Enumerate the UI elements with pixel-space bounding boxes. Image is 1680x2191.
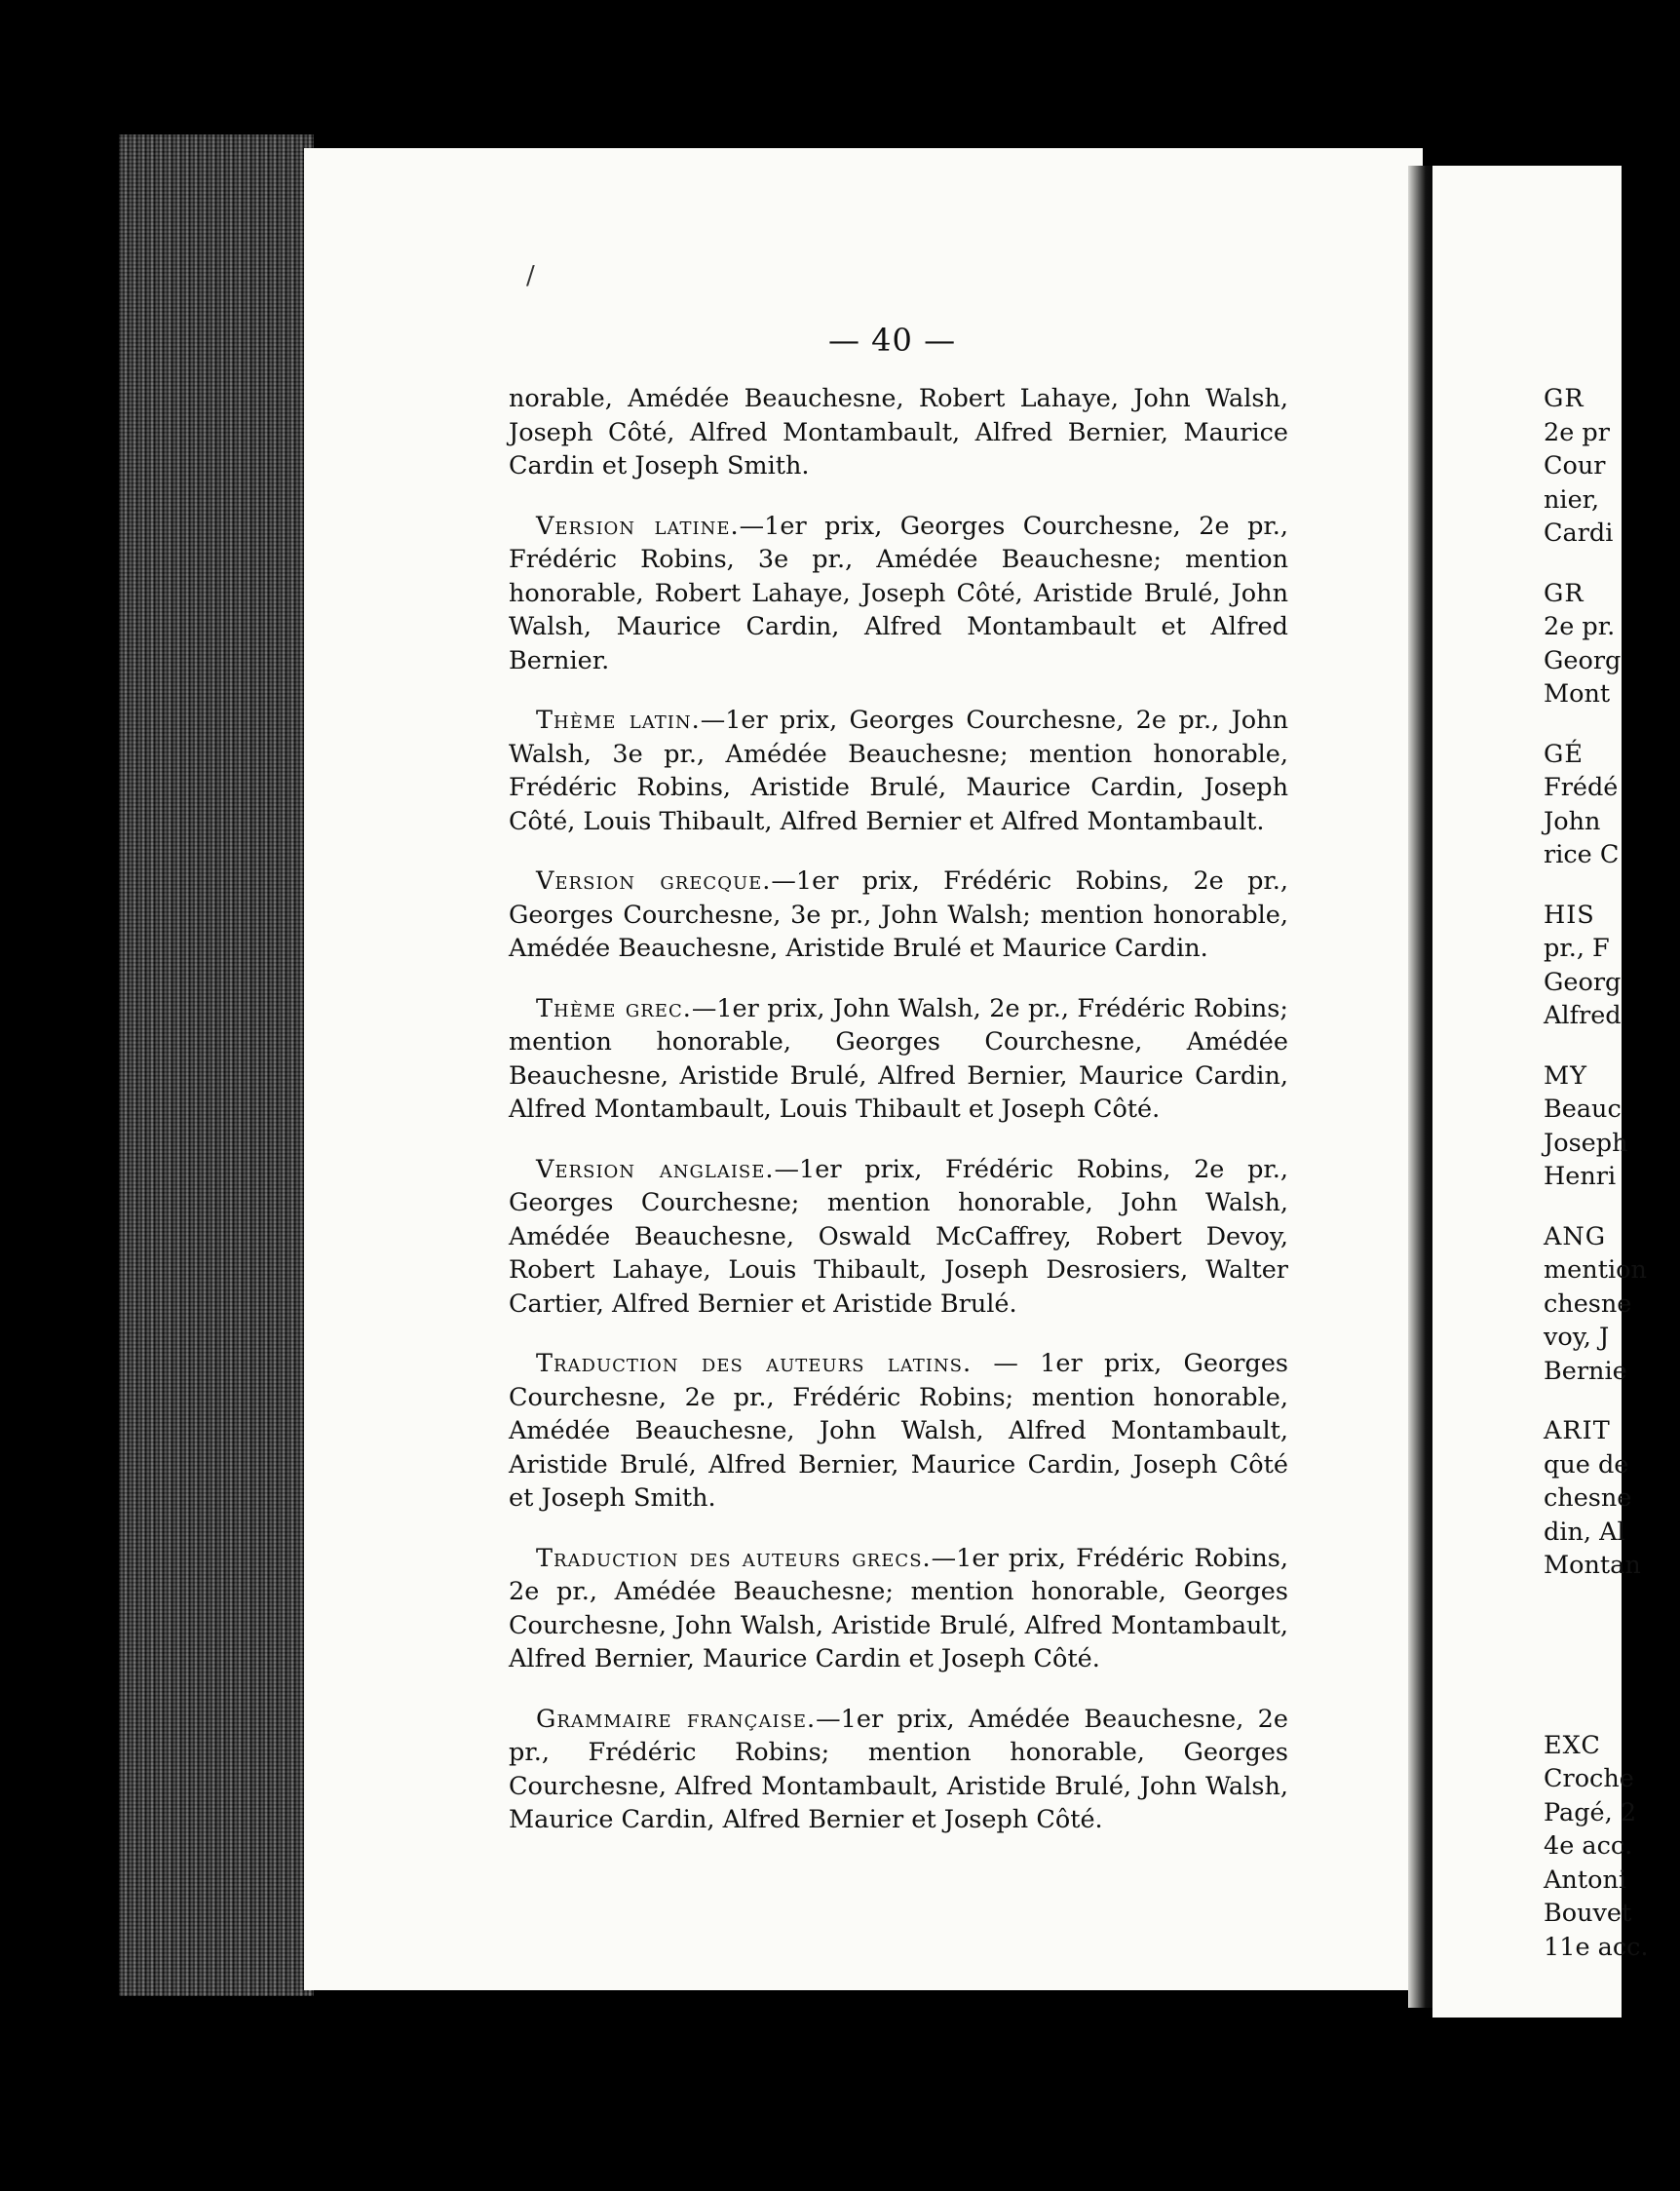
paragraph-version-latine: Version latine.—1er prix, Georges Courchesne, 2e pr., Frédéric Robins, 3e pr., Amédée Beauchesne; mention honorable, Robert Lahaye, Joseph Côté, Aristide Brulé, John Walsh, Maurice Cardin, Alfred Montambault et Alfred Bernier. [509, 511, 1288, 675]
right-page-line: MY [1544, 1060, 1587, 1091]
right-page-line: GR [1544, 384, 1585, 413]
paragraph-theme-grec: Thème grec.—1er prix, John Walsh, 2e pr., Frédéric Robins; mention honorable, Georges Courchesne, Amédée Beauchesne, Aristide Brulé, Alfred Bernier, Maurice Cardin, Alfred Montambault, Louis Thibault et Joseph Côté. [509, 993, 1288, 1124]
right-page-line: 11e acc. [1544, 1932, 1649, 1962]
right-page-line: Henri [1544, 1162, 1617, 1191]
section-label: Version anglaise. [536, 1154, 775, 1184]
paragraph-traduction-grecs: Traduction des auteurs grecs.—1er prix, Frédéric Robins, 2e pr., Amédée Beauchesne; mention honorable, Georges Courchesne, John Walsh, Aristide Brulé, Alfred Montambault, Alfred Bernier, Maurice Cardin et Joseph Côté. [509, 1543, 1288, 1673]
right-page-line: Mont [1544, 679, 1611, 709]
paragraph-grammaire-francaise: Grammaire française.—1er prix, Amédée Beauchesne, 2e pr., Frédéric Robins; mention honorable, Georges Courchesne, Alfred Montambault, Aristide Brulé, John Walsh, Maurice Cardin, Alfred Bernier et Joseph Côté. [509, 1704, 1288, 1834]
right-page-line: din, Al [1544, 1517, 1625, 1547]
stray-mark: / [526, 261, 535, 290]
right-page-text-fragments [1544, 382, 1680, 1964]
right-page-line: GÉ [1544, 739, 1584, 769]
right-page-line: voy, J [1544, 1323, 1610, 1352]
paragraph-version-anglaise: Version anglaise.—1er prix, Frédéric Robins, 2e pr., Georges Courchesne; mention honorable, John Walsh, Amédée Beauchesne, Oswald McCaffrey, Robert Devoy, Robert Lahaye, Louis Thibault, Joseph Desrosiers, Walter Cartier, Alfred Bernier et Aristide Brulé. [509, 1154, 1288, 1319]
right-page-line: Bernie [1544, 1356, 1627, 1386]
section-gap [1544, 551, 1680, 577]
right-page-line: mention [1544, 1255, 1647, 1285]
section-label: Version grecque. [536, 866, 772, 896]
section-label: Thème latin. [536, 706, 701, 735]
paragraph-traduction-latins: Traduction des auteurs latins. — 1er prix, Georges Courchesne, 2e pr., Frédéric Robins; mention honorable, Amédée Beauchesne, John Walsh, Alfred Montambault, Aristide Brulé, Alfred Bernier, Maurice Cardin, Joseph Côté et Joseph Smith. [509, 1349, 1288, 1513]
section-label: Version latine. [536, 511, 740, 541]
right-page-line: GR [1544, 578, 1585, 608]
section-gap [1544, 711, 1680, 738]
paragraph-version-grecque: Version grecque.—1er prix, Frédéric Robins, 2e pr., Georges Courchesne, 3e pr., John Walsh; mention honorable, Amédée Beauchesne, Aristide Brulé et Maurice Cardin. [509, 866, 1288, 963]
right-page-line: Bouvet [1544, 1899, 1632, 1928]
section-gap [1544, 1388, 1680, 1414]
book-page-edges [119, 135, 314, 1996]
right-page-line: chesne [1544, 1483, 1632, 1513]
right-page-line: Frédé [1544, 773, 1619, 802]
section-label: Traduction des auteurs grecs. [536, 1543, 932, 1573]
right-page-line: nier, [1544, 484, 1600, 515]
paragraph-continuation: norable, Amédée Beauchesne, Robert Lahaye, John Walsh, Joseph Côté, Alfred Montambault, Alfred Bernier, Maurice Cardin et Joseph Smith. [509, 384, 1288, 480]
right-page-line: John [1544, 806, 1601, 836]
right-page-line: Alfred [1544, 1001, 1622, 1030]
right-page-line: Beauc [1544, 1095, 1622, 1124]
section-label: Thème grec. [536, 993, 692, 1023]
page-number: — 40 — [828, 322, 957, 359]
right-page-line: rice C [1544, 840, 1620, 869]
right-page-line: ANG [1544, 1221, 1607, 1251]
section-gap [1544, 1033, 1680, 1059]
section-label: Traduction des auteurs latins. [536, 1349, 973, 1378]
paragraph-theme-latin: Thème latin.—1er prix, Georges Courchesne, 2e pr., John Walsh, 3e pr., Amédée Beauchesne; mention honorable, Frédéric Robins, Aristide Brulé, Maurice Cardin, Joseph Côté, Louis Thibault, Alfred Bernier et Alfred Montambault. [509, 706, 1289, 836]
section-gap [1544, 1194, 1680, 1220]
right-page-line: pr., F [1544, 934, 1610, 963]
right-page-line: 2e pr. [1544, 612, 1616, 641]
right-page-line: EXC [1544, 1730, 1601, 1760]
right-page-line: Croche [1544, 1764, 1634, 1793]
section-gap [1544, 872, 1680, 899]
right-page-line: Antoni [1544, 1864, 1627, 1895]
right-page-line: 2e pr [1544, 417, 1610, 447]
section-gap [1544, 1583, 1680, 1729]
right-page-line: Cardi [1544, 519, 1614, 548]
right-page-line: HIS [1544, 900, 1595, 930]
right-page-line: Montan [1544, 1551, 1641, 1580]
right-page-line: Georg [1544, 967, 1622, 997]
section-label: Grammaire française. [536, 1704, 817, 1734]
right-page-line: 4e acc. [1544, 1831, 1633, 1861]
right-page-line: que de [1544, 1449, 1629, 1480]
right-page-line: Joseph [1544, 1128, 1628, 1158]
right-page-line: Georg [1544, 645, 1622, 675]
right-page-line: chesne [1544, 1288, 1632, 1319]
right-page-line: Pagé, 2 [1544, 1797, 1637, 1827]
right-page-line: Cour [1544, 451, 1606, 480]
prize-list-text [509, 382, 1288, 1864]
right-page-line: ARIT [1544, 1416, 1611, 1445]
